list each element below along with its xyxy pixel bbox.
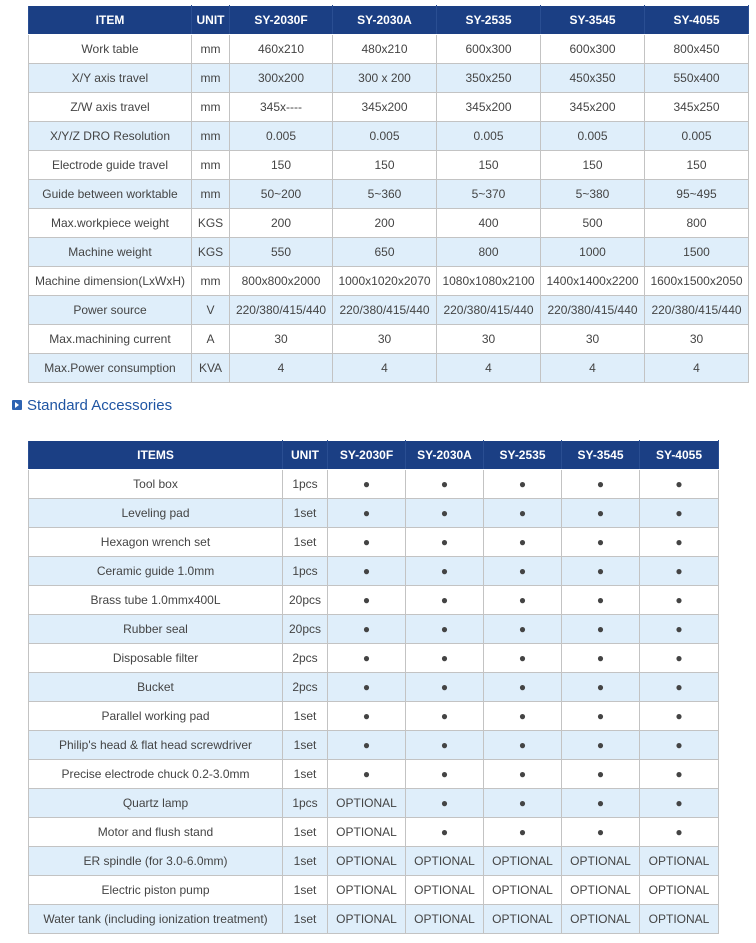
column-header: SY-4055 [640, 441, 719, 470]
column-header: UNIT [192, 6, 230, 35]
value-cell: 400 [437, 209, 541, 238]
value-cell: ● [484, 673, 562, 702]
value-cell: ● [640, 528, 719, 557]
row-label-cell: ER spindle (for 3.0-6.0mm) [29, 847, 283, 876]
value-cell: ● [406, 673, 484, 702]
unit-cell: 1set [283, 702, 328, 731]
value-cell: OPTIONAL [484, 905, 562, 934]
value-cell: ● [640, 760, 719, 789]
value-cell: ● [562, 528, 640, 557]
table-row [29, 586, 719, 615]
value-cell: ● [484, 731, 562, 760]
value-cell: 50~200 [230, 180, 333, 209]
table-row [29, 876, 719, 905]
column-header: SY-3545 [562, 441, 640, 470]
row-label-cell: Leveling pad [29, 499, 283, 528]
value-cell: ● [640, 789, 719, 818]
value-cell: 1400x1400x2200 [541, 267, 645, 296]
row-label-cell: Disposable filter [29, 644, 283, 673]
value-cell: 480x210 [333, 35, 437, 64]
row-label-cell: Max.Power consumption [29, 354, 192, 383]
value-cell: 550 [230, 238, 333, 267]
row-label-cell: Philip's head & flat head screwdriver [29, 731, 283, 760]
value-cell: ● [406, 644, 484, 673]
unit-cell: 20pcs [283, 615, 328, 644]
column-header: SY-2030F [328, 441, 406, 470]
table-row [29, 847, 719, 876]
value-cell: ● [406, 499, 484, 528]
value-cell: OPTIONAL [562, 876, 640, 905]
table-row [29, 64, 749, 93]
value-cell: 650 [333, 238, 437, 267]
value-cell: OPTIONAL [328, 876, 406, 905]
column-header: SY-2030A [333, 6, 437, 35]
row-label-cell: Water tank (including ionization treatment) [29, 905, 283, 934]
value-cell: OPTIONAL [640, 847, 719, 876]
row-label-cell: Motor and flush stand [29, 818, 283, 847]
value-cell: ● [562, 702, 640, 731]
row-label-cell: Electrode guide travel [29, 151, 192, 180]
table-row [29, 731, 719, 760]
unit-cell: mm [192, 122, 230, 151]
column-header: SY-2030F [230, 6, 333, 35]
value-cell: 345x200 [333, 93, 437, 122]
value-cell: ● [640, 644, 719, 673]
standard-accessories-heading [12, 396, 172, 414]
row-label-cell: Guide between worktable [29, 180, 192, 209]
row-label-cell: Rubber seal [29, 615, 283, 644]
unit-cell: mm [192, 64, 230, 93]
unit-cell: 1set [283, 905, 328, 934]
column-header: UNIT [283, 441, 328, 470]
value-cell: ● [406, 818, 484, 847]
value-cell: 345x---- [230, 93, 333, 122]
value-cell: 460x210 [230, 35, 333, 64]
value-cell: 0.005 [645, 122, 749, 151]
column-header: SY-3545 [541, 6, 645, 35]
table-row [29, 296, 749, 325]
value-cell: ● [484, 760, 562, 789]
unit-cell: V [192, 296, 230, 325]
value-cell: 345x200 [437, 93, 541, 122]
value-cell: ● [640, 557, 719, 586]
value-cell: 800 [437, 238, 541, 267]
column-header: SY-2030A [406, 441, 484, 470]
value-cell: ● [484, 557, 562, 586]
value-cell: OPTIONAL [406, 905, 484, 934]
value-cell: 4 [645, 354, 749, 383]
unit-cell: KGS [192, 209, 230, 238]
value-cell: 800 [645, 209, 749, 238]
value-cell: 1000 [541, 238, 645, 267]
row-label-cell: Power source [29, 296, 192, 325]
row-label-cell: Machine weight [29, 238, 192, 267]
column-header: SY-2535 [484, 441, 562, 470]
column-header: SY-2535 [437, 6, 541, 35]
table-row [29, 209, 749, 238]
value-cell: 200 [333, 209, 437, 238]
value-cell: 1600x1500x2050 [645, 267, 749, 296]
row-label-cell: X/Y/Z DRO Resolution [29, 122, 192, 151]
value-cell: ● [328, 644, 406, 673]
accessories-header-row [29, 441, 719, 470]
value-cell: ● [484, 702, 562, 731]
value-cell: ● [562, 499, 640, 528]
value-cell: ● [328, 499, 406, 528]
unit-cell: mm [192, 35, 230, 64]
value-cell: 150 [333, 151, 437, 180]
unit-cell: KVA [192, 354, 230, 383]
value-cell: 30 [437, 325, 541, 354]
value-cell: ● [406, 528, 484, 557]
value-cell: ● [484, 789, 562, 818]
value-cell: ● [406, 557, 484, 586]
row-label-cell: Tool box [29, 470, 283, 499]
unit-cell: KGS [192, 238, 230, 267]
value-cell: 150 [437, 151, 541, 180]
value-cell: ● [562, 557, 640, 586]
unit-cell: 1pcs [283, 789, 328, 818]
value-cell: ● [484, 586, 562, 615]
value-cell: ● [328, 760, 406, 789]
value-cell: ● [640, 673, 719, 702]
specifications-header-row [29, 6, 749, 35]
value-cell: 800x800x2000 [230, 267, 333, 296]
value-cell: ● [406, 760, 484, 789]
row-label-cell: Max.machining current [29, 325, 192, 354]
value-cell: ● [562, 673, 640, 702]
row-label-cell: Bucket [29, 673, 283, 702]
row-label-cell: Machine dimension(LxWxH) [29, 267, 192, 296]
value-cell: OPTIONAL [328, 818, 406, 847]
value-cell: ● [640, 586, 719, 615]
unit-cell: 1pcs [283, 557, 328, 586]
value-cell: ● [484, 644, 562, 673]
value-cell: 150 [230, 151, 333, 180]
value-cell: OPTIONAL [484, 876, 562, 905]
value-cell: ● [406, 615, 484, 644]
value-cell: 345x250 [645, 93, 749, 122]
row-label-cell: Quartz lamp [29, 789, 283, 818]
value-cell: 220/380/415/440 [645, 296, 749, 325]
value-cell: ● [406, 789, 484, 818]
value-cell: 5~380 [541, 180, 645, 209]
value-cell: 4 [333, 354, 437, 383]
unit-cell: 1set [283, 528, 328, 557]
column-header: SY-4055 [645, 6, 749, 35]
value-cell: 5~360 [333, 180, 437, 209]
table-row [29, 905, 719, 934]
specifications-table [28, 5, 749, 383]
value-cell: 300 x 200 [333, 64, 437, 93]
value-cell: ● [328, 731, 406, 760]
value-cell: 0.005 [541, 122, 645, 151]
value-cell: 450x350 [541, 64, 645, 93]
table-row [29, 238, 749, 267]
value-cell: ● [406, 731, 484, 760]
unit-cell: 1set [283, 818, 328, 847]
value-cell: 800x450 [645, 35, 749, 64]
value-cell: ● [406, 586, 484, 615]
unit-cell: 1pcs [283, 470, 328, 499]
row-label-cell: Parallel working pad [29, 702, 283, 731]
table-row [29, 760, 719, 789]
value-cell: 0.005 [333, 122, 437, 151]
unit-cell: 1set [283, 876, 328, 905]
value-cell: OPTIONAL [406, 847, 484, 876]
value-cell: 1500 [645, 238, 749, 267]
row-label-cell: Hexagon wrench set [29, 528, 283, 557]
table-row [29, 673, 719, 702]
value-cell: OPTIONAL [484, 847, 562, 876]
row-label-cell: X/Y axis travel [29, 64, 192, 93]
value-cell: ● [562, 615, 640, 644]
value-cell: 5~370 [437, 180, 541, 209]
value-cell: 220/380/415/440 [333, 296, 437, 325]
value-cell: 200 [230, 209, 333, 238]
table-row [29, 93, 749, 122]
table-row [29, 325, 749, 354]
value-cell: 1080x1080x2100 [437, 267, 541, 296]
row-label-cell: Precise electrode chuck 0.2-3.0mm [29, 760, 283, 789]
value-cell: 1000x1020x2070 [333, 267, 437, 296]
table-row [29, 644, 719, 673]
table-row [29, 702, 719, 731]
value-cell: ● [328, 557, 406, 586]
value-cell: 95~495 [645, 180, 749, 209]
value-cell: 500 [541, 209, 645, 238]
unit-cell: 1set [283, 731, 328, 760]
row-label-cell: Electric piston pump [29, 876, 283, 905]
value-cell: OPTIONAL [406, 876, 484, 905]
value-cell: 150 [541, 151, 645, 180]
value-cell: 220/380/415/440 [230, 296, 333, 325]
value-cell: OPTIONAL [640, 905, 719, 934]
value-cell: OPTIONAL [562, 847, 640, 876]
column-header: ITEM [29, 6, 192, 35]
value-cell: ● [328, 702, 406, 731]
value-cell: ● [562, 789, 640, 818]
table-row [29, 35, 749, 64]
unit-cell: mm [192, 267, 230, 296]
unit-cell: 1set [283, 847, 328, 876]
table-row [29, 267, 749, 296]
value-cell: ● [562, 470, 640, 499]
unit-cell: 1set [283, 499, 328, 528]
table-row [29, 615, 719, 644]
row-label-cell: Z/W axis travel [29, 93, 192, 122]
value-cell: OPTIONAL [562, 905, 640, 934]
table-row [29, 557, 719, 586]
value-cell: 0.005 [437, 122, 541, 151]
row-label-cell: Brass tube 1.0mmx400L [29, 586, 283, 615]
table-row [29, 151, 749, 180]
value-cell: 4 [541, 354, 645, 383]
value-cell: 300x200 [230, 64, 333, 93]
row-label-cell: Ceramic guide 1.0mm [29, 557, 283, 586]
value-cell: 220/380/415/440 [437, 296, 541, 325]
value-cell: 600x300 [541, 35, 645, 64]
section-title: Standard Accessories [27, 396, 173, 414]
value-cell: OPTIONAL [328, 789, 406, 818]
value-cell: ● [640, 470, 719, 499]
value-cell: ● [328, 586, 406, 615]
row-label-cell: Max.workpiece weight [29, 209, 192, 238]
unit-cell: 2pcs [283, 644, 328, 673]
value-cell: ● [406, 470, 484, 499]
table-row [29, 354, 749, 383]
value-cell: ● [640, 702, 719, 731]
table-row [29, 818, 719, 847]
value-cell: 4 [437, 354, 541, 383]
value-cell: ● [562, 644, 640, 673]
arrow-bullet-icon [12, 400, 22, 410]
column-header: ITEMS [29, 441, 283, 470]
value-cell: 150 [645, 151, 749, 180]
unit-cell: A [192, 325, 230, 354]
value-cell: OPTIONAL [328, 905, 406, 934]
value-cell: ● [484, 470, 562, 499]
value-cell: ● [640, 731, 719, 760]
value-cell: ● [640, 818, 719, 847]
value-cell: ● [484, 499, 562, 528]
value-cell: ● [484, 528, 562, 557]
value-cell: 350x250 [437, 64, 541, 93]
table-row [29, 122, 749, 151]
value-cell: 550x400 [645, 64, 749, 93]
value-cell: 4 [230, 354, 333, 383]
value-cell: ● [640, 499, 719, 528]
table-row [29, 789, 719, 818]
value-cell: OPTIONAL [640, 876, 719, 905]
value-cell: ● [484, 818, 562, 847]
value-cell: ● [328, 673, 406, 702]
value-cell: 600x300 [437, 35, 541, 64]
value-cell: 220/380/415/440 [541, 296, 645, 325]
value-cell: 30 [230, 325, 333, 354]
value-cell: ● [562, 731, 640, 760]
accessories-table [28, 440, 719, 934]
table-row [29, 528, 719, 557]
value-cell: ● [328, 470, 406, 499]
value-cell: 345x200 [541, 93, 645, 122]
unit-cell: 1set [283, 760, 328, 789]
table-row [29, 499, 719, 528]
value-cell: 30 [645, 325, 749, 354]
value-cell: ● [406, 702, 484, 731]
value-cell: 30 [333, 325, 437, 354]
value-cell: 0.005 [230, 122, 333, 151]
value-cell: ● [328, 615, 406, 644]
value-cell: 30 [541, 325, 645, 354]
unit-cell: mm [192, 151, 230, 180]
value-cell: ● [562, 760, 640, 789]
unit-cell: 2pcs [283, 673, 328, 702]
table-row [29, 470, 719, 499]
value-cell: ● [562, 586, 640, 615]
table-row [29, 180, 749, 209]
unit-cell: 20pcs [283, 586, 328, 615]
value-cell: ● [640, 615, 719, 644]
row-label-cell: Work table [29, 35, 192, 64]
unit-cell: mm [192, 180, 230, 209]
unit-cell: mm [192, 93, 230, 122]
value-cell: OPTIONAL [328, 847, 406, 876]
value-cell: ● [328, 528, 406, 557]
value-cell: ● [562, 818, 640, 847]
value-cell: ● [484, 615, 562, 644]
